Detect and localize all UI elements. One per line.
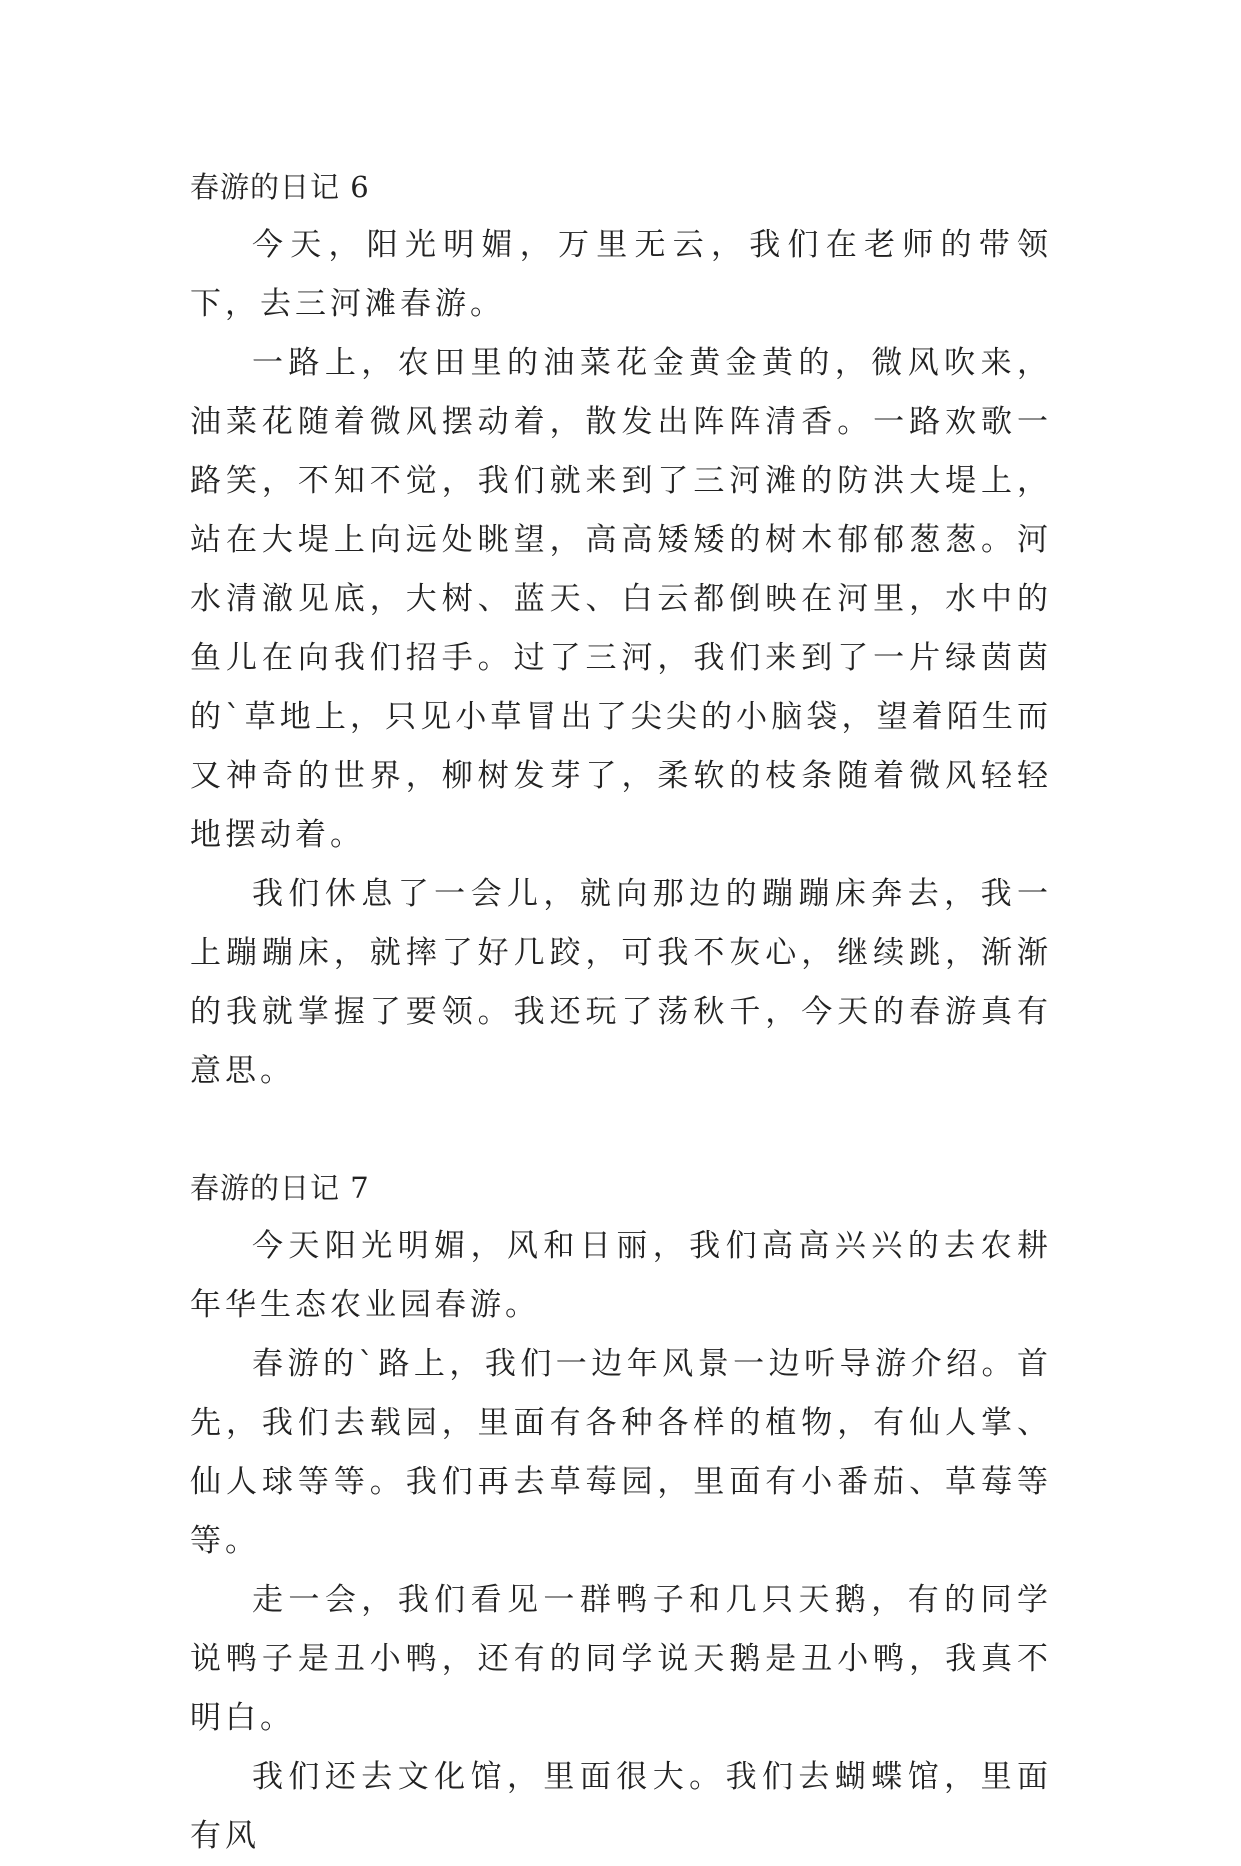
- paragraph: 今天，阳光明媚，万里无云，我们在老师的带领下，去三河滩春游。: [190, 227, 1052, 322]
- entry-title: 春游的日记 6: [190, 170, 370, 204]
- paragraph: 今天阳光明媚，风和日丽，我们高高兴兴的去农耕年华生态农业园春游。: [190, 1228, 1052, 1323]
- entry-title: 春游的日记 7: [190, 1171, 370, 1205]
- paragraph: 我们休息了一会儿，就向那边的蹦蹦床奔去，我一上蹦蹦床，就摔了好几跤，可我不灰心，继续跳，渐渐的我就掌握了要领。我还玩了荡秋千，今天的春游真有意思。: [190, 876, 1052, 1089]
- paragraph: 我们还去文化馆，里面很大。我们去蝴蝶馆，里面有风: [190, 1759, 1052, 1854]
- diary-entry-6: [190, 158, 1052, 1101]
- document-body: [190, 158, 1052, 1866]
- paragraph: 走一会，我们看见一群鸭子和几只天鹅，有的同学说鸭子是丑小鸭，还有的同学说天鹅是丑小鸭，我真不明白。: [190, 1582, 1052, 1736]
- diary-entry-7: [190, 1159, 1052, 1866]
- paragraph: 春游的`路上，我们一边年风景一边听导游介绍。首先，我们去载园，里面有各种各样的植物，有仙人掌、仙人球等等。我们再去草莓园，里面有小番茄、草莓等等。: [190, 1346, 1052, 1559]
- paragraph: 一路上，农田里的油菜花金黄金黄的，微风吹来，油菜花随着微风摆动着，散发出阵阵清香。一路欢歌一路笑，不知不觉，我们就来到了三河滩的防洪大堤上，站在大堤上向远处眺望，高高矮矮的树木郁郁葱葱。河水清澈见底，大树、蓝天、白云都倒映在河里，水中的鱼儿在向我们招手。过了三河，我们来到了一片绿茵茵的`草地上，只见小草冒出了尖尖的小脑袋，望着陌生而又神奇的世界，柳树发芽了，柔软的枝条随着微风轻轻地摆动着。: [190, 345, 1052, 853]
